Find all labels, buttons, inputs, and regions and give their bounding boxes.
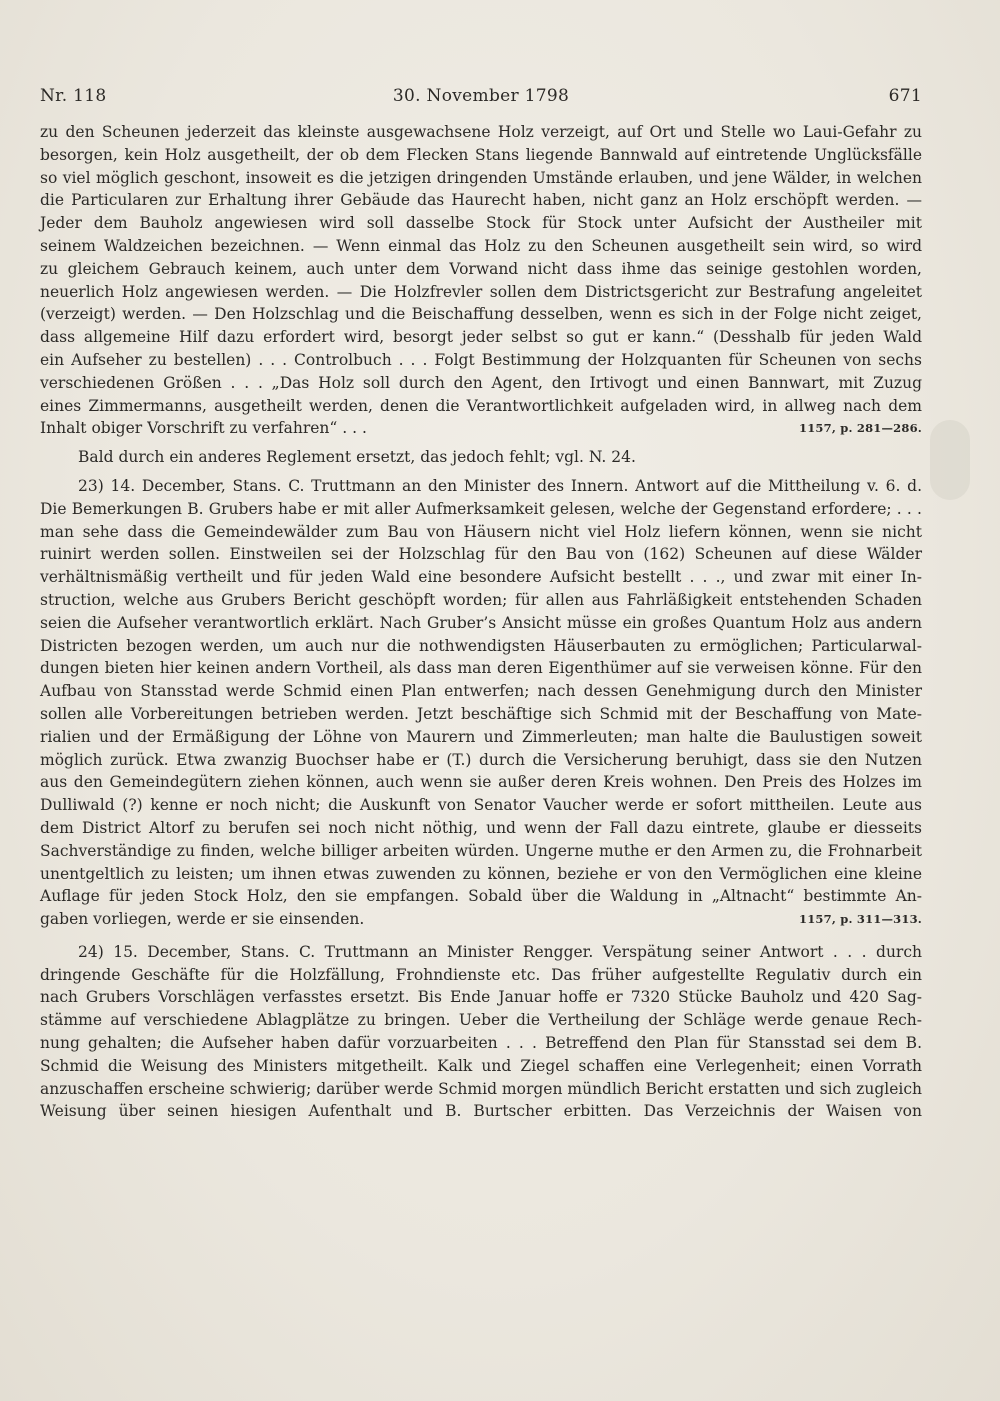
text-line: stämme auf verschiedene Ablagplätze zu bringen. Ueber die Vertheilung der Schläge werde genaue Rech-: [40, 1011, 922, 1030]
text-line: zu den Scheunen jederzeit das kleinste ausgewachsene Holz verzeigt, auf Ort und Stelle wo Laui-Gefahr zu: [40, 123, 922, 141]
running-header: [40, 86, 922, 112]
document-number: Nr. 118: [40, 86, 107, 106]
entry-24: [40, 941, 922, 1123]
page-stain: [930, 420, 970, 500]
text-line: verhältnismäßig vertheilt und für jeden Wald eine besondere Aufsicht bestellt . . ., und zwar mit einer In-: [40, 568, 922, 587]
text-line: ein Aufseher zu bestellen) . . . Controlbuch . . . Folgt Bestimmung der Holzquanten für Scheunen von sechs: [40, 350, 922, 369]
text-line: Dulliwald (?) kenne er noch nicht; die Auskunft von Senator Vaucher werde er sofort mittheilen. Leute aus: [40, 796, 922, 815]
text-line: sollen alle Vorbereitungen betrieben werden. Jetzt beschäftige sich Schmid mit der Beschaffung von Mate-: [40, 704, 922, 723]
editor-note: Bald durch ein anderes Reglement ersetzt, das jedoch fehlt; vgl. N. 24.: [78, 448, 636, 467]
text-line: Districten bezogen werden, um auch nur die nothwendigsten Häuserbauten zu ermöglichen; Particularwal-: [40, 636, 922, 655]
page-body: [40, 121, 922, 1123]
text-line: struction, welche aus Grubers Bericht geschöpft worden; für allen aus Fahrläßigkeit entstehenden Schaden: [40, 590, 922, 609]
text-line: Inhalt obiger Vorschrift zu verfahren“ . . .: [40, 419, 367, 438]
text-line: die Particularen zur Erhaltung ihrer Gebäude das Haurecht haben, nicht ganz an Holz erschöpft werden. —: [40, 191, 922, 210]
paragraph-continuation: [40, 121, 922, 440]
page-number: 671: [888, 86, 922, 106]
text-line: gaben vorliegen, werde er sie einsenden.: [40, 910, 365, 929]
entry-heading-line: 23) 14. December, Stans. C. Truttmann an den Minister des Innern. Antwort auf die Mittheilung v. 6. d.: [78, 476, 922, 495]
entry-23: [40, 475, 922, 931]
text-line: dem District Altorf zu berufen sei noch nicht nöthig, und wenn der Fall dazu eintrete, glaube er diesseits: [40, 818, 922, 837]
text-line: Jeder dem Bauholz angewiesen wird soll dasselbe Stock für Stock unter Aufsicht der Austheiler mit: [40, 214, 922, 233]
text-line: ruinirt werden sollen. Einstweilen sei der Holzschlag für den Bau von (162) Scheunen auf diese Wälder: [40, 545, 922, 564]
text-line: möglich zurück. Etwa zwanzig Buochser habe er (T.) durch die Versicherung beruhigt, dass sie den Nutzen: [40, 750, 922, 769]
text-line: seien die Aufseher verantwortlich erklärt. Nach Gruber’s Ansicht müsse ein großes Quantum Holz aus andern: [40, 613, 922, 632]
text-line: Die Bemerkungen B. Grubers habe er mit aller Aufmerksamkeit gelesen, welche der Gegenstand erfordere; . . .: [40, 499, 922, 518]
text-line: dringende Geschäfte für die Holzfällung, Frohndienste etc. Das früher aufgestellte Regulativ durch ein: [40, 965, 922, 984]
entry-heading-line: 24) 15. December, Stans. C. Truttmann an Minister Rengger. Verspätung seiner Antwort . . . durch: [78, 942, 922, 961]
text-line: eines Zimmermanns, ausgetheilt werden, denen die Verantwortlichkeit aufgeladen wird, in allweg nach dem: [40, 396, 922, 415]
text-line: aus den Gemeindegütern ziehen können, auch wenn sie außer deren Kreis wohnen. Den Preis des Holzes im: [40, 773, 922, 792]
text-line: man sehe dass die Gemeindewälder zum Bau von Häusern nicht viel Holz liefern können, wenn sie nicht: [40, 522, 922, 541]
text-line: nach Grubers Vorschlägen verfasstes ersetzt. Bis Ende Januar hoffe er 7320 Stücke Bauholz und 420 Sag-: [40, 988, 922, 1007]
text-line: neuerlich Holz angewiesen werden. — Die Holzfrevler sollen dem Districtsgericht zur Bestrafung angeleitet: [40, 282, 922, 301]
text-line: verschiedenen Größen . . . „Das Holz soll durch den Agent, den Irtivogt und einen Bannwart, mit Zuzug: [40, 373, 922, 392]
text-line: Aufbau von Stansstad werde Schmid einen Plan entwerfen; nach dessen Genehmigung durch den Minister: [40, 682, 922, 701]
text-line: dungen bieten hier keinen andern Vortheil, als dass man deren Eigenthümer auf sie verweisen könne. Für den: [40, 659, 922, 678]
final-line-with-citation: [40, 908, 922, 931]
text-line: Auflage für jeden Stock Holz, den sie empfangen. Sobald über die Waldung in „Altnacht“ bestimmte An-: [40, 887, 922, 906]
text-line: so viel möglich geschont, insoweit es die jetzigen dringenden Umstände erlauben, und jene Wälder, in welchen: [40, 168, 922, 187]
text-line: anzuschaffen erscheine schwierig; darüber werde Schmid morgen mündlich Bericht erstatten und sich zugleich: [40, 1079, 922, 1098]
text-line: Sachverständige zu finden, welche billiger arbeiten würden. Ungerne muthe er den Armen zu, die Frohnarbeit: [40, 841, 922, 860]
text-line: besorgen, kein Holz ausgetheilt, der ob dem Flecken Stans liegende Bannwald auf eintretende Unglücksfälle: [40, 145, 922, 164]
source-citation: 1157, p. 311—313.: [799, 912, 922, 927]
text-line: dass allgemeine Hilf dazu erfordert wird, besorgt jeder selbst so gut er kann.“ (Desshalb für jeden Wald: [40, 328, 922, 347]
text-line: rialien und der Ermäßigung der Löhne von Maurern und Zimmerleuten; man halte die Baulustigen soweit: [40, 727, 922, 746]
header-date: 30. November 1798: [392, 86, 570, 106]
text-line: nung gehalten; die Aufseher haben dafür vorzuarbeiten . . . Betreffend den Plan für Stansstad sei dem B.: [40, 1034, 922, 1053]
final-line-with-citation: [40, 417, 922, 440]
text-line: seinem Waldzeichen bezeichnen. — Wenn einmal das Holz zu den Scheunen ausgetheilt sein wird, so wird: [40, 236, 922, 255]
text-line: zu gleichem Gebrauch keinem, auch unter dem Vorwand nicht dass ihme das seinige gestohlen worden,: [40, 259, 922, 278]
text-line: unentgeltlich zu leisten; um ihnen etwas zuwenden zu können, beziehe er von den Vermöglichen eine kleine: [40, 864, 922, 883]
text-line: Schmid die Weisung des Ministers mitgetheilt. Kalk und Ziegel schaffen eine Verlegenheit; einen Vorrath: [40, 1056, 922, 1075]
text-line: (verzeigt) werden. — Den Holzschlag und die Beischaffung desselben, wenn es sich in der Folge nicht zeiget,: [40, 305, 922, 324]
text-line: Weisung über seinen hiesigen Aufenthalt und B. Burtscher erbitten. Das Verzeichnis der Waisen von: [40, 1102, 922, 1121]
source-citation: 1157, p. 281—286.: [799, 421, 922, 436]
